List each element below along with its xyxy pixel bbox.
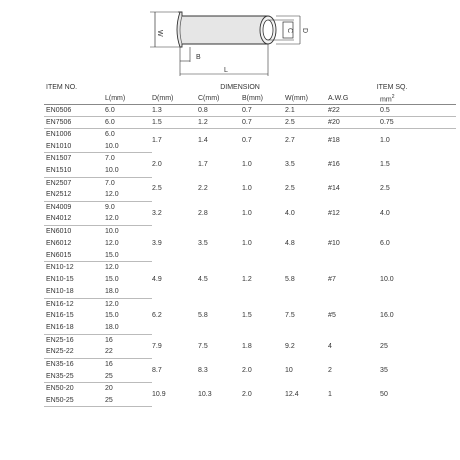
header-b: B(mm) bbox=[242, 94, 285, 105]
label-w: W bbox=[156, 30, 163, 37]
length-cell: 15.0 bbox=[105, 250, 152, 262]
c-cell: 4.5 bbox=[198, 276, 208, 284]
table-row bbox=[44, 129, 456, 141]
d-cell: 10.9 bbox=[152, 390, 166, 398]
item-no-cell: EN25-16 bbox=[46, 336, 74, 344]
label-d: D bbox=[301, 28, 308, 34]
awg-cell: #20 bbox=[328, 117, 380, 129]
w-cell: 9.2 bbox=[285, 342, 295, 350]
item-no-cell: EN35-16 bbox=[46, 360, 74, 368]
c-cell: 5.8 bbox=[198, 312, 208, 320]
c-cell: 3.5 bbox=[198, 239, 208, 247]
w-cell: 2.7 bbox=[285, 137, 295, 145]
length-cell: 6.0 bbox=[105, 131, 115, 139]
d-cell: 3.9 bbox=[152, 239, 162, 247]
b-cell: 1.0 bbox=[242, 185, 252, 193]
length-cell: 9.0 bbox=[105, 203, 115, 211]
length-cell: 18.0 bbox=[105, 322, 152, 334]
item-no-cell: EN6015 bbox=[44, 250, 105, 262]
item-no-cell: EN25-22 bbox=[44, 346, 105, 358]
w-cell: 3.5 bbox=[285, 161, 295, 169]
w-cell: 2.1 bbox=[285, 105, 328, 117]
awg-cell: #10 bbox=[328, 239, 340, 247]
item-no-cell: EN0506 bbox=[44, 105, 105, 117]
length-cell: 25 bbox=[105, 395, 152, 407]
w-cell: 5.8 bbox=[285, 276, 295, 284]
item-no-cell: EN16-12 bbox=[46, 300, 74, 308]
sq-cell: 0.5 bbox=[380, 105, 456, 117]
length-cell: 20 bbox=[105, 385, 113, 393]
d-cell: 1.3 bbox=[152, 105, 198, 117]
table-row bbox=[44, 262, 456, 274]
d-cell: 3.2 bbox=[152, 209, 162, 217]
awg-cell: 1 bbox=[328, 390, 332, 398]
w-cell: 2.5 bbox=[285, 117, 328, 129]
item-no-cell: EN35-25 bbox=[44, 371, 105, 383]
item-no-cell: EN2512 bbox=[44, 189, 105, 201]
length-cell: 6.0 bbox=[105, 105, 152, 117]
header-c: C(mm) bbox=[198, 94, 242, 105]
header-row-1 bbox=[44, 82, 456, 94]
length-cell: 18.0 bbox=[105, 286, 152, 298]
item-no-cell: EN16-15 bbox=[46, 312, 74, 320]
item-no-cell: EN2507 bbox=[46, 179, 72, 187]
length-cell: 10.0 bbox=[105, 227, 119, 235]
item-no-cell: EN50-20 bbox=[46, 385, 74, 393]
sq-cell: 35 bbox=[380, 366, 388, 374]
d-cell: 8.7 bbox=[152, 366, 162, 374]
item-no-cell: EN1010 bbox=[44, 141, 105, 153]
d-cell: 6.2 bbox=[152, 312, 162, 320]
length-cell: 12.0 bbox=[105, 213, 152, 225]
b-cell: 1.5 bbox=[242, 312, 252, 320]
c-cell: 2.8 bbox=[198, 209, 208, 217]
item-no-cell: EN6010 bbox=[46, 227, 72, 235]
sq-cell: 25 bbox=[380, 342, 388, 350]
item-no-cell: EN4009 bbox=[46, 203, 72, 211]
c-cell: 10.3 bbox=[198, 390, 212, 398]
length-cell: 25 bbox=[105, 371, 152, 383]
length-cell: 15.0 bbox=[105, 276, 119, 284]
w-cell: 4.0 bbox=[285, 209, 295, 217]
length-cell: 7.0 bbox=[105, 155, 115, 163]
header-awg: A.W.G bbox=[328, 94, 380, 105]
length-cell: 12.0 bbox=[105, 239, 119, 247]
length-cell: 15.0 bbox=[105, 312, 119, 320]
length-cell: 12.0 bbox=[105, 300, 119, 308]
sq-cell: 16.0 bbox=[380, 312, 394, 320]
length-cell: 7.0 bbox=[105, 179, 115, 187]
length-cell: 22 bbox=[105, 346, 152, 358]
table-row bbox=[44, 298, 456, 310]
item-no-cell: EN6012 bbox=[46, 239, 72, 247]
sq-cell: 6.0 bbox=[380, 239, 390, 247]
table-row bbox=[44, 358, 456, 370]
d-cell: 2.0 bbox=[152, 161, 162, 169]
item-no-cell: EN7506 bbox=[44, 117, 105, 129]
b-cell: 2.0 bbox=[242, 366, 252, 374]
table-row bbox=[44, 153, 456, 165]
d-cell: 2.5 bbox=[152, 185, 162, 193]
d-cell: 1.5 bbox=[152, 117, 198, 129]
w-cell: 7.5 bbox=[285, 312, 295, 320]
sq-cell: 0.75 bbox=[380, 117, 456, 129]
length-cell: 6.0 bbox=[105, 117, 152, 129]
table-row bbox=[44, 201, 456, 213]
table-row bbox=[44, 105, 456, 117]
item-no-cell: EN10-12 bbox=[46, 264, 74, 272]
b-cell: 1.0 bbox=[242, 161, 252, 169]
item-no-cell: EN10-15 bbox=[46, 276, 74, 284]
spec-table bbox=[44, 82, 456, 407]
item-no-cell: EN1510 bbox=[44, 165, 105, 177]
c-cell: 1.2 bbox=[198, 117, 242, 129]
length-cell: 12.0 bbox=[105, 189, 152, 201]
c-cell: 0.8 bbox=[198, 105, 242, 117]
label-l: L bbox=[224, 67, 228, 74]
d-cell: 1.7 bbox=[152, 137, 162, 145]
sq-cell: 4.0 bbox=[380, 209, 390, 217]
b-cell: 2.0 bbox=[242, 390, 252, 398]
awg-cell: #7 bbox=[328, 276, 336, 284]
item-no-cell: EN10-18 bbox=[44, 286, 105, 298]
length-cell: 10.0 bbox=[105, 165, 152, 177]
c-cell: 1.4 bbox=[198, 137, 208, 145]
table-row bbox=[44, 334, 456, 346]
sq-cell: 1.0 bbox=[380, 137, 390, 145]
w-cell: 12.4 bbox=[285, 390, 299, 398]
awg-cell: #18 bbox=[328, 137, 340, 145]
table-row bbox=[44, 225, 456, 237]
terminal-dimension-diagram bbox=[0, 0, 460, 78]
c-cell: 2.2 bbox=[198, 185, 208, 193]
awg-cell: #22 bbox=[328, 105, 380, 117]
header-dimension: DIMENSION bbox=[220, 84, 260, 92]
header-mm2: $mm^2$ bbox=[380, 94, 456, 105]
header-row-2 bbox=[44, 94, 456, 105]
sq-cell: 2.5 bbox=[380, 185, 390, 193]
sq-cell: 10.0 bbox=[380, 276, 394, 284]
c-cell: 7.5 bbox=[198, 342, 208, 350]
header-item-no: ITEM NO. bbox=[46, 84, 78, 92]
b-cell: 1.2 bbox=[242, 276, 252, 284]
table-row bbox=[44, 177, 456, 189]
b-cell: 0.7 bbox=[242, 137, 252, 145]
length-cell: 12.0 bbox=[105, 264, 119, 272]
item-no-cell: EN16-18 bbox=[44, 322, 105, 334]
b-cell: 0.7 bbox=[242, 117, 285, 129]
b-cell: 0.7 bbox=[242, 105, 285, 117]
label-b: B bbox=[196, 54, 201, 61]
header-w: W(mm) bbox=[285, 94, 328, 105]
awg-cell: #14 bbox=[328, 185, 340, 193]
header-d: D(mm) bbox=[152, 94, 198, 105]
awg-cell: #16 bbox=[328, 161, 340, 169]
header-item-sq: ITEM SQ. bbox=[376, 84, 408, 92]
header-l: L(mm) bbox=[105, 94, 152, 105]
table-row bbox=[44, 383, 456, 395]
c-cell: 1.7 bbox=[198, 161, 208, 169]
length-cell: 16 bbox=[105, 360, 113, 368]
label-c: C bbox=[286, 28, 293, 34]
b-cell: 1.0 bbox=[242, 239, 252, 247]
length-cell: 10.0 bbox=[105, 141, 152, 153]
w-cell: 4.8 bbox=[285, 239, 295, 247]
d-cell: 7.9 bbox=[152, 342, 162, 350]
awg-cell: 4 bbox=[328, 342, 332, 350]
awg-cell: 2 bbox=[328, 366, 332, 374]
sq-cell: 50 bbox=[380, 390, 388, 398]
d-cell: 4.9 bbox=[152, 276, 162, 284]
w-cell: 10 bbox=[285, 366, 293, 374]
awg-cell: #12 bbox=[328, 209, 340, 217]
item-no-cell: EN4012 bbox=[44, 213, 105, 225]
awg-cell: #5 bbox=[328, 312, 336, 320]
table-row bbox=[44, 117, 456, 129]
length-cell: 16 bbox=[105, 336, 113, 344]
c-cell: 8.3 bbox=[198, 366, 208, 374]
w-cell: 2.5 bbox=[285, 185, 295, 193]
item-no-cell: EN1006 bbox=[46, 131, 72, 139]
sq-cell: 1.5 bbox=[380, 161, 390, 169]
item-no-cell: EN50-25 bbox=[44, 395, 105, 407]
b-cell: 1.8 bbox=[242, 342, 252, 350]
b-cell: 1.0 bbox=[242, 209, 252, 217]
item-no-cell: EN1507 bbox=[46, 155, 72, 163]
